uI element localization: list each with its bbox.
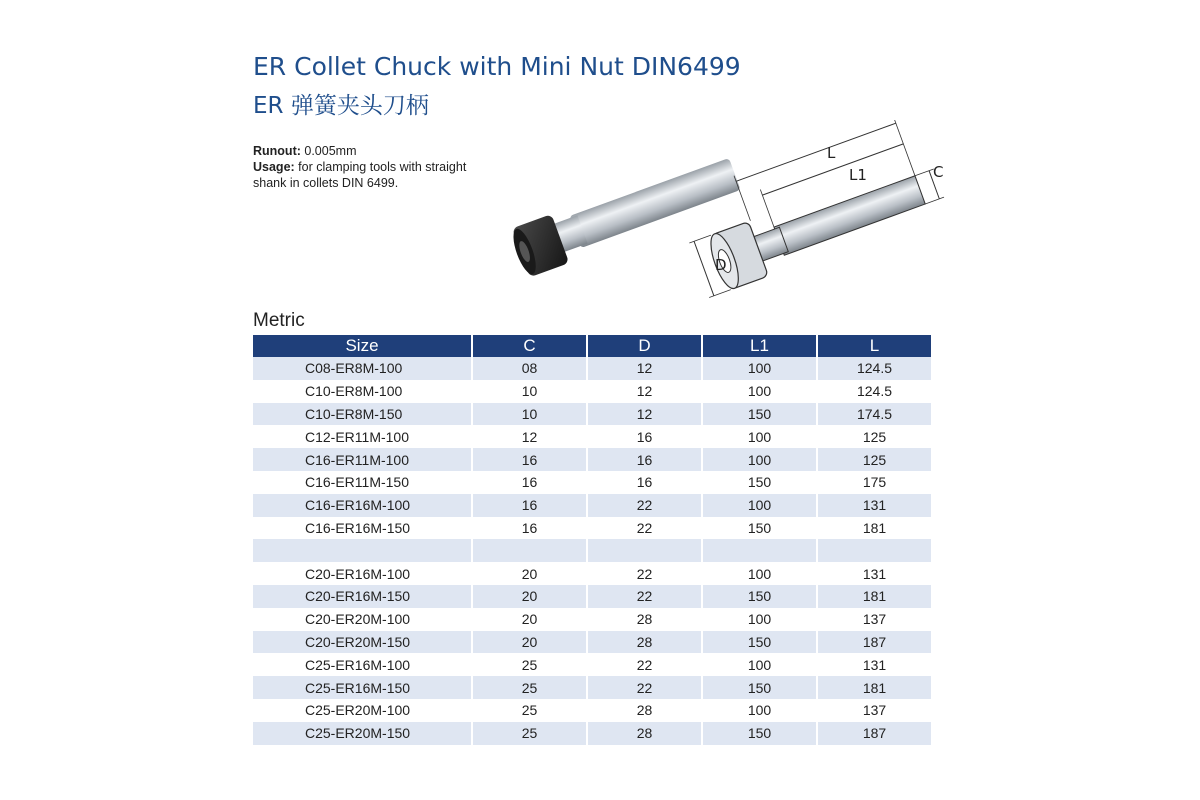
cell-d: 16 bbox=[588, 448, 701, 471]
usage-value: for clamping tools with straight shank in collets DIN 6499. bbox=[253, 160, 467, 190]
table-row bbox=[253, 562, 931, 585]
dim-label-C: C bbox=[933, 163, 944, 181]
cell-l: 187 bbox=[818, 722, 931, 745]
cell-d: 22 bbox=[588, 676, 701, 699]
page-title-chinese: ER 弹簧夹头刀柄 bbox=[253, 93, 429, 119]
cell-size: C10-ER8M-100 bbox=[253, 380, 471, 403]
cell-l1: 150 bbox=[703, 722, 816, 745]
cell-size: C20-ER20M-100 bbox=[253, 608, 471, 631]
cell-l: 137 bbox=[818, 699, 931, 722]
table-row bbox=[253, 539, 931, 562]
cell-c: 16 bbox=[473, 448, 586, 471]
cell-l: 124.5 bbox=[818, 357, 931, 380]
cell-size: C20-ER20M-150 bbox=[253, 631, 471, 654]
cell-c: 20 bbox=[473, 631, 586, 654]
cell-size: C25-ER20M-100 bbox=[253, 699, 471, 722]
cell-d: 12 bbox=[588, 380, 701, 403]
cell-l1: 100 bbox=[703, 653, 816, 676]
table-row bbox=[253, 380, 931, 403]
cell-size: C25-ER20M-150 bbox=[253, 722, 471, 745]
cell-d: 12 bbox=[588, 403, 701, 426]
cell-d: 22 bbox=[588, 562, 701, 585]
dim-label-L1: L1 bbox=[849, 166, 867, 184]
column-header-d: D bbox=[588, 335, 701, 357]
runout-value: 0.005mm bbox=[300, 144, 357, 158]
cell-l: 131 bbox=[818, 653, 931, 676]
cell-l1: 100 bbox=[703, 425, 816, 448]
cell-l: 131 bbox=[818, 562, 931, 585]
cell-size: C16-ER11M-100 bbox=[253, 448, 471, 471]
table-row bbox=[253, 357, 931, 380]
table-row bbox=[253, 699, 931, 722]
column-header-l1: L1 bbox=[703, 335, 816, 357]
cell-l: 137 bbox=[818, 608, 931, 631]
cell-l1: 150 bbox=[703, 585, 816, 608]
cell-c: 16 bbox=[473, 471, 586, 494]
cell-c: 08 bbox=[473, 357, 586, 380]
cell-l: 187 bbox=[818, 631, 931, 654]
cell-c: 25 bbox=[473, 653, 586, 676]
table-row bbox=[253, 494, 931, 517]
product-figure bbox=[512, 120, 952, 305]
cell-c: 10 bbox=[473, 380, 586, 403]
table-row bbox=[253, 403, 931, 426]
cell-l: 181 bbox=[818, 676, 931, 699]
cell-d: 28 bbox=[588, 722, 701, 745]
cell-l: 181 bbox=[818, 585, 931, 608]
cell-l1: 100 bbox=[703, 608, 816, 631]
table-row bbox=[253, 425, 931, 448]
cell-c: 20 bbox=[473, 562, 586, 585]
table-row bbox=[253, 676, 931, 699]
cell-c: 12 bbox=[473, 425, 586, 448]
cell-size: C16-ER16M-100 bbox=[253, 494, 471, 517]
cell-l1: 150 bbox=[703, 631, 816, 654]
cell-d: 22 bbox=[588, 494, 701, 517]
cell-l1: 100 bbox=[703, 494, 816, 517]
cell-l: 125 bbox=[818, 448, 931, 471]
cell-c: 20 bbox=[473, 585, 586, 608]
cell-l1: 150 bbox=[703, 471, 816, 494]
usage-label: Usage: bbox=[253, 160, 295, 174]
cell-size: C16-ER11M-150 bbox=[253, 471, 471, 494]
table-row bbox=[253, 653, 931, 676]
cell-l1: 150 bbox=[703, 676, 816, 699]
cell-size: C20-ER16M-150 bbox=[253, 585, 471, 608]
cell-l1 bbox=[703, 539, 816, 562]
table-row bbox=[253, 631, 931, 654]
cell-l1: 100 bbox=[703, 562, 816, 585]
drawing-shank bbox=[774, 176, 925, 255]
cell-l: 131 bbox=[818, 494, 931, 517]
cell-l1: 100 bbox=[703, 357, 816, 380]
dim-label-L: L bbox=[827, 144, 836, 162]
dimension-table bbox=[251, 335, 933, 745]
dimension-drawing bbox=[673, 120, 949, 298]
cell-l1: 150 bbox=[703, 517, 816, 540]
cell-c: 20 bbox=[473, 608, 586, 631]
cell-d: 28 bbox=[588, 608, 701, 631]
table-row bbox=[253, 585, 931, 608]
cell-l: 124.5 bbox=[818, 380, 931, 403]
cell-l: 125 bbox=[818, 425, 931, 448]
cell-c: 16 bbox=[473, 494, 586, 517]
table-row bbox=[253, 471, 931, 494]
column-header-c: C bbox=[473, 335, 586, 357]
cell-size bbox=[253, 539, 471, 562]
column-header-l: L bbox=[818, 335, 931, 357]
chuck-photo bbox=[512, 150, 744, 278]
cell-c: 25 bbox=[473, 699, 586, 722]
cell-l1: 100 bbox=[703, 380, 816, 403]
cell-size: C16-ER16M-150 bbox=[253, 517, 471, 540]
runout-line bbox=[253, 143, 503, 159]
cell-size: C25-ER16M-150 bbox=[253, 676, 471, 699]
cell-c bbox=[473, 539, 586, 562]
spec-block bbox=[253, 143, 503, 191]
cell-c: 10 bbox=[473, 403, 586, 426]
dim-label-D: D bbox=[715, 256, 727, 274]
table-row bbox=[253, 517, 931, 540]
cell-size: C08-ER8M-100 bbox=[253, 357, 471, 380]
cell-c: 25 bbox=[473, 722, 586, 745]
cell-d bbox=[588, 539, 701, 562]
cell-l: 175 bbox=[818, 471, 931, 494]
table-row bbox=[253, 608, 931, 631]
cell-d: 16 bbox=[588, 425, 701, 448]
table-row bbox=[253, 448, 931, 471]
runout-label: Runout: bbox=[253, 144, 301, 158]
usage-line bbox=[253, 159, 503, 191]
cell-l1: 100 bbox=[703, 448, 816, 471]
cell-d: 16 bbox=[588, 471, 701, 494]
cell-d: 22 bbox=[588, 653, 701, 676]
cell-size: C25-ER16M-100 bbox=[253, 653, 471, 676]
cell-d: 12 bbox=[588, 357, 701, 380]
section-label-metric: Metric bbox=[253, 310, 305, 331]
cell-d: 28 bbox=[588, 699, 701, 722]
cell-size: C12-ER11M-100 bbox=[253, 425, 471, 448]
cell-d: 22 bbox=[588, 517, 701, 540]
table-header-row bbox=[253, 335, 931, 357]
column-header-size: Size bbox=[253, 335, 471, 357]
cell-l: 181 bbox=[818, 517, 931, 540]
cell-d: 28 bbox=[588, 631, 701, 654]
cell-size: C20-ER16M-100 bbox=[253, 562, 471, 585]
cell-l1: 100 bbox=[703, 699, 816, 722]
table-row bbox=[253, 722, 931, 745]
cell-c: 16 bbox=[473, 517, 586, 540]
cell-size: C10-ER8M-150 bbox=[253, 403, 471, 426]
cell-c: 25 bbox=[473, 676, 586, 699]
page-title: ER Collet Chuck with Mini Nut DIN6499 bbox=[253, 52, 741, 81]
cell-l1: 150 bbox=[703, 403, 816, 426]
cell-l bbox=[818, 539, 931, 562]
cell-d: 22 bbox=[588, 585, 701, 608]
cell-l: 174.5 bbox=[818, 403, 931, 426]
